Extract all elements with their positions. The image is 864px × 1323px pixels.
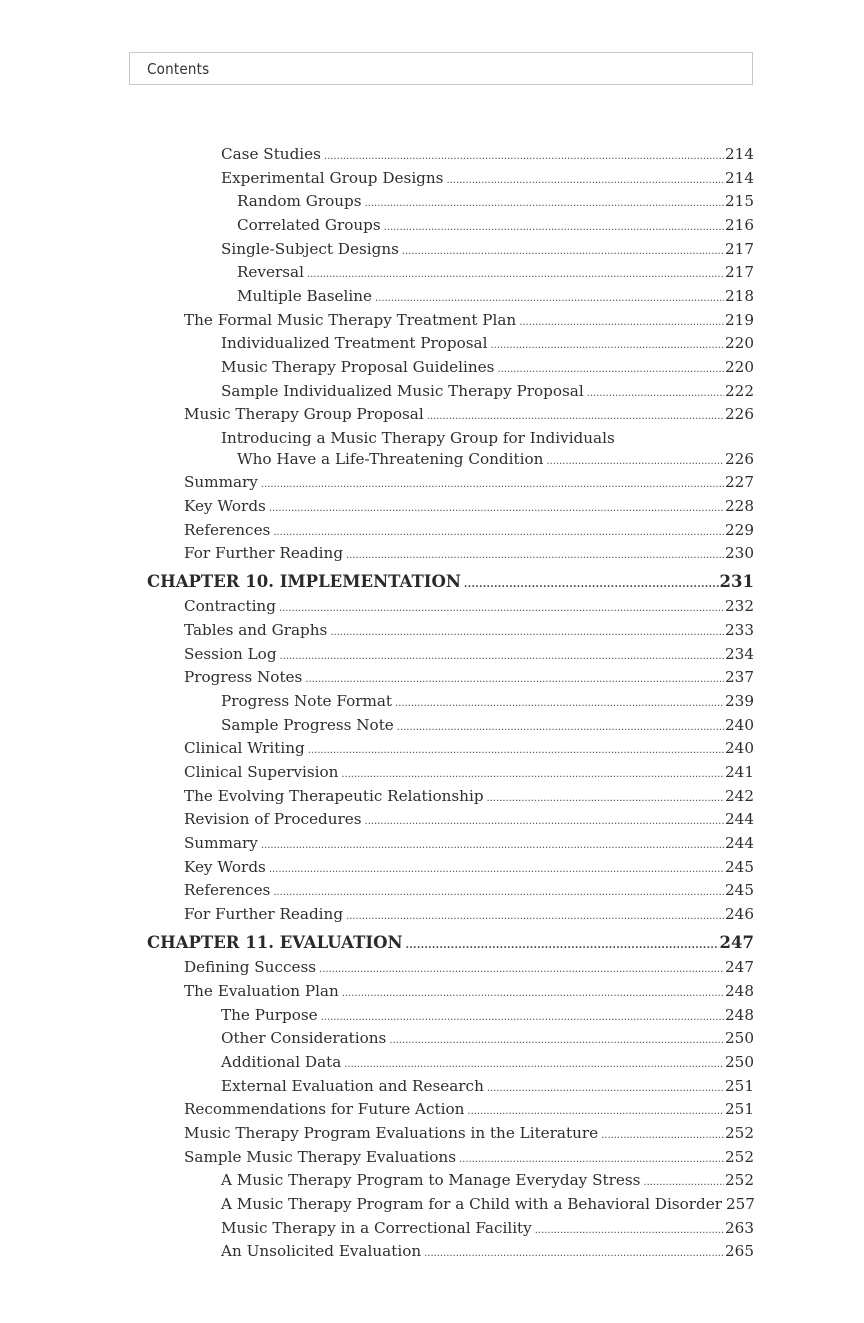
toc-entry-label: Progress Note Format	[221, 692, 393, 710]
dot-leader	[490, 336, 724, 356]
toc-entry[interactable]	[221, 168, 754, 191]
toc-entry-label: Revision of Procedures	[184, 810, 362, 828]
toc-entry-page: 245	[725, 881, 754, 899]
toc-entry-page: 219	[725, 311, 754, 329]
toc-entry[interactable]	[184, 596, 754, 619]
toc-entry-label: Key Words	[184, 858, 266, 876]
toc-entry[interactable]	[221, 1052, 754, 1075]
dot-leader	[519, 313, 724, 333]
dot-leader	[487, 1079, 724, 1099]
toc-entry[interactable]	[184, 1147, 754, 1170]
dot-leader	[280, 647, 724, 667]
toc-entry-label: Reversal	[237, 263, 304, 281]
toc-entry-label: An Unsolicited Evaluation	[221, 1242, 422, 1260]
toc-entry[interactable]	[184, 904, 754, 927]
dot-leader	[446, 171, 724, 191]
dot-leader	[365, 812, 724, 832]
toc-entry-page: 217	[725, 240, 754, 258]
dot-leader	[487, 789, 724, 809]
toc-entry[interactable]	[184, 1123, 754, 1146]
dot-leader	[467, 1102, 724, 1122]
toc-entry-label: For Further Reading	[184, 905, 344, 923]
toc-entry-label: Key Words	[184, 497, 266, 515]
toc-entry-label: Music Therapy Program Evaluations in the Literature	[184, 1124, 599, 1142]
toc-entry-label: Clinical Supervision	[184, 763, 339, 781]
toc-entry[interactable]	[184, 620, 754, 643]
toc-entry-page: 226	[725, 450, 754, 468]
toc-entry-page: 250	[725, 1053, 754, 1071]
toc-chapter-page: 247	[719, 933, 754, 952]
toc-entry-page: 230	[725, 544, 754, 562]
toc-chapter-11[interactable]	[147, 933, 754, 956]
toc-entry[interactable]	[184, 1099, 754, 1122]
dot-leader	[406, 936, 719, 956]
toc-entry[interactable]	[184, 404, 754, 427]
dot-leader	[279, 599, 724, 619]
toc-entry-page: 240	[725, 739, 754, 757]
toc-entry-label: Recommendations for Future Action	[184, 1100, 465, 1118]
dot-leader	[346, 907, 724, 927]
toc-entry-page: 228	[725, 497, 754, 515]
header-title: Contents	[147, 60, 210, 78]
dot-leader	[307, 265, 724, 285]
toc-entry-label: References	[184, 881, 271, 899]
toc-entry-label: The Formal Music Therapy Treatment Plan	[184, 311, 517, 329]
toc-entry-label: Sample Individualized Music Therapy Proposal	[221, 382, 584, 400]
toc-entry-label: References	[184, 521, 271, 539]
dot-leader	[330, 623, 724, 643]
dot-leader	[395, 694, 724, 714]
toc-entry-label: Experimental Group Designs	[221, 169, 444, 187]
toc-entry-page: 248	[725, 982, 754, 1000]
toc-entry-page: 233	[725, 621, 754, 639]
toc-entry[interactable]	[184, 738, 754, 761]
toc-entry-label: Music Therapy in a Correctional Facility	[221, 1219, 532, 1237]
dot-leader	[308, 741, 724, 761]
toc-entry-page: 242	[725, 787, 754, 805]
dot-leader	[402, 242, 724, 262]
toc-entry[interactable]	[221, 239, 754, 262]
toc-entry-page: 250	[725, 1029, 754, 1047]
toc-entry-page: 265	[725, 1242, 754, 1260]
dot-leader	[341, 765, 724, 785]
toc-entry[interactable]	[237, 215, 754, 238]
toc-entry-label: Case Studies	[221, 145, 321, 163]
dot-leader	[342, 984, 724, 1004]
toc-entry[interactable]	[221, 691, 754, 714]
dot-leader	[273, 523, 724, 543]
toc-entry-label: Tables and Graphs	[184, 621, 328, 639]
toc-entry[interactable]	[221, 1005, 754, 1028]
toc-entry-page: 252	[725, 1124, 754, 1142]
toc-entry-label: Multiple Baseline	[237, 287, 373, 305]
toc-entry[interactable]	[221, 333, 754, 356]
toc-entry-page: 245	[725, 858, 754, 876]
toc-entry-label: Summary	[184, 834, 258, 852]
dot-leader	[269, 499, 724, 519]
toc-chapter-label: CHAPTER 11. EVALUATION	[147, 933, 403, 952]
dot-leader	[319, 960, 724, 980]
toc-entry-label: Correlated Groups	[237, 216, 381, 234]
toc-entry-label: External Evaluation and Research	[221, 1077, 484, 1095]
toc-entry-page: 252	[725, 1148, 754, 1166]
dot-leader	[344, 1055, 724, 1075]
toc-entry-label: Individualized Treatment Proposal	[221, 334, 488, 352]
toc-entry[interactable]	[184, 762, 754, 785]
toc-chapter-10[interactable]	[147, 572, 754, 595]
toc-entry[interactable]	[221, 1170, 754, 1193]
dot-leader	[324, 147, 724, 167]
dot-leader	[587, 384, 724, 404]
dot-leader	[459, 1150, 724, 1170]
toc-entry-label: Progress Notes	[184, 668, 303, 686]
toc-entry-page: 237	[725, 668, 754, 686]
toc-entry-page: 232	[725, 597, 754, 615]
dot-leader	[535, 1221, 724, 1241]
toc-entry[interactable]	[237, 262, 754, 285]
dot-leader	[273, 883, 724, 903]
toc-entry-page: 239	[725, 692, 754, 710]
toc-entry[interactable]	[184, 833, 754, 856]
toc-entry-page: 244	[725, 834, 754, 852]
dot-leader	[546, 452, 724, 472]
toc-entry[interactable]	[221, 381, 754, 404]
toc-entry-page: 248	[725, 1006, 754, 1024]
toc-entry-label: Session Log	[184, 645, 277, 663]
toc-entry-label: Who Have a Life-Threatening Condition	[237, 450, 544, 468]
toc-entry[interactable]	[221, 357, 754, 380]
toc-entry-label: The Evaluation Plan	[184, 982, 339, 1000]
toc-entry-page: 214	[725, 145, 754, 163]
toc-entry[interactable]	[221, 1076, 754, 1099]
dot-leader	[389, 1031, 724, 1051]
toc-entry-label: Music Therapy Group Proposal	[184, 405, 424, 423]
toc-entry-label: Sample Music Therapy Evaluations	[184, 1148, 457, 1166]
toc-entry[interactable]	[184, 496, 754, 519]
dot-leader	[375, 289, 724, 309]
toc-entry-label: The Purpose	[221, 1006, 318, 1024]
toc-entry-label: For Further Reading	[184, 544, 344, 562]
toc-entry[interactable]	[221, 715, 754, 738]
toc-chapter-page: 231	[719, 572, 754, 591]
toc-entry-page: 215	[725, 192, 754, 210]
toc-entry-label: Music Therapy Proposal Guidelines	[221, 358, 495, 376]
toc-entry-label: Single-Subject Designs	[221, 240, 399, 258]
toc-entry[interactable]	[221, 1218, 754, 1241]
toc-entry-page: 217	[725, 263, 754, 281]
toc-chapter-label: CHAPTER 10. IMPLEMENTATION	[147, 572, 461, 591]
toc-entry-page: 244	[725, 810, 754, 828]
toc-entry[interactable]	[221, 144, 754, 167]
toc-entry[interactable]	[184, 957, 754, 980]
toc-entry-page: 216	[725, 216, 754, 234]
toc-entry-page: 226	[725, 405, 754, 423]
toc-entry[interactable]	[184, 809, 754, 832]
toc-entry-page: 229	[725, 521, 754, 539]
toc-entry-page: 257	[725, 1195, 755, 1213]
toc-entry[interactable]	[237, 286, 754, 309]
toc-entry[interactable]	[184, 880, 754, 903]
toc-entry-page: 227	[725, 473, 754, 491]
toc-entry[interactable]	[184, 520, 754, 543]
toc-entry-label-line1[interactable]: Introducing a Music Therapy Group for Individuals	[221, 429, 615, 447]
dot-leader	[497, 360, 724, 380]
dot-leader	[601, 1126, 724, 1146]
toc-entry-page: 263	[725, 1219, 754, 1237]
toc-entry-page: 234	[725, 645, 754, 663]
toc-entry-label: The Evolving Therapeutic Relationship	[184, 787, 484, 805]
toc-entry[interactable]	[221, 1194, 754, 1217]
toc-entry-label: Clinical Writing	[184, 739, 305, 757]
toc-entry[interactable]	[184, 472, 754, 495]
toc-entry-label: Other Considerations	[221, 1029, 387, 1047]
toc-entry-page: 241	[725, 763, 754, 781]
dot-leader	[397, 718, 724, 738]
toc-entry[interactable]	[221, 1028, 754, 1051]
toc-entry-label: A Music Therapy Program to Manage Everyday Stress	[221, 1171, 641, 1189]
toc-entry-page: 251	[725, 1077, 754, 1095]
toc-entry-page: 222	[725, 382, 754, 400]
toc-entry-page: 247	[725, 958, 754, 976]
dot-leader	[424, 1244, 724, 1264]
toc-entry-page: 218	[725, 287, 754, 305]
dot-leader	[365, 194, 724, 214]
toc-entry[interactable]	[184, 857, 754, 880]
toc-entry-page: 240	[725, 716, 754, 734]
toc-entry-label: A Music Therapy Program for a Child with a Behavioral Disorder	[221, 1195, 722, 1213]
toc-entry-label: Random Groups	[237, 192, 362, 210]
toc-entry-page: 246	[725, 905, 754, 923]
toc-entry-page: 251	[725, 1100, 754, 1118]
toc-entry[interactable]	[184, 786, 754, 809]
toc-entry-page: 220	[725, 358, 754, 376]
toc-entry[interactable]	[184, 310, 754, 333]
toc-entry-page: 214	[725, 169, 754, 187]
toc-entry[interactable]	[184, 644, 754, 667]
toc-entry[interactable]	[237, 191, 754, 214]
toc-entry[interactable]	[184, 543, 754, 566]
dot-leader	[261, 475, 724, 495]
toc-entry[interactable]	[221, 1241, 754, 1264]
dot-leader	[643, 1173, 724, 1193]
toc-entry-page: 252	[725, 1171, 754, 1189]
toc-entry-label: Sample Progress Note	[221, 716, 394, 734]
toc-entry-page: 220	[725, 334, 754, 352]
toc-entry[interactable]	[184, 667, 754, 690]
dot-leader	[384, 218, 724, 238]
toc-entry-label: Additional Data	[221, 1053, 342, 1071]
dot-leader	[269, 860, 724, 880]
dot-leader	[464, 575, 719, 595]
dot-leader	[305, 670, 724, 690]
toc-entry-label: Summary	[184, 473, 258, 491]
dot-leader	[346, 546, 724, 566]
dot-leader	[321, 1008, 724, 1028]
toc-entry-label: Defining Success	[184, 958, 317, 976]
toc-entry[interactable]	[237, 449, 754, 472]
dot-leader	[427, 407, 724, 427]
toc-entry-label: Contracting	[184, 597, 276, 615]
toc-entry[interactable]	[184, 981, 754, 1004]
dot-leader	[261, 836, 724, 856]
